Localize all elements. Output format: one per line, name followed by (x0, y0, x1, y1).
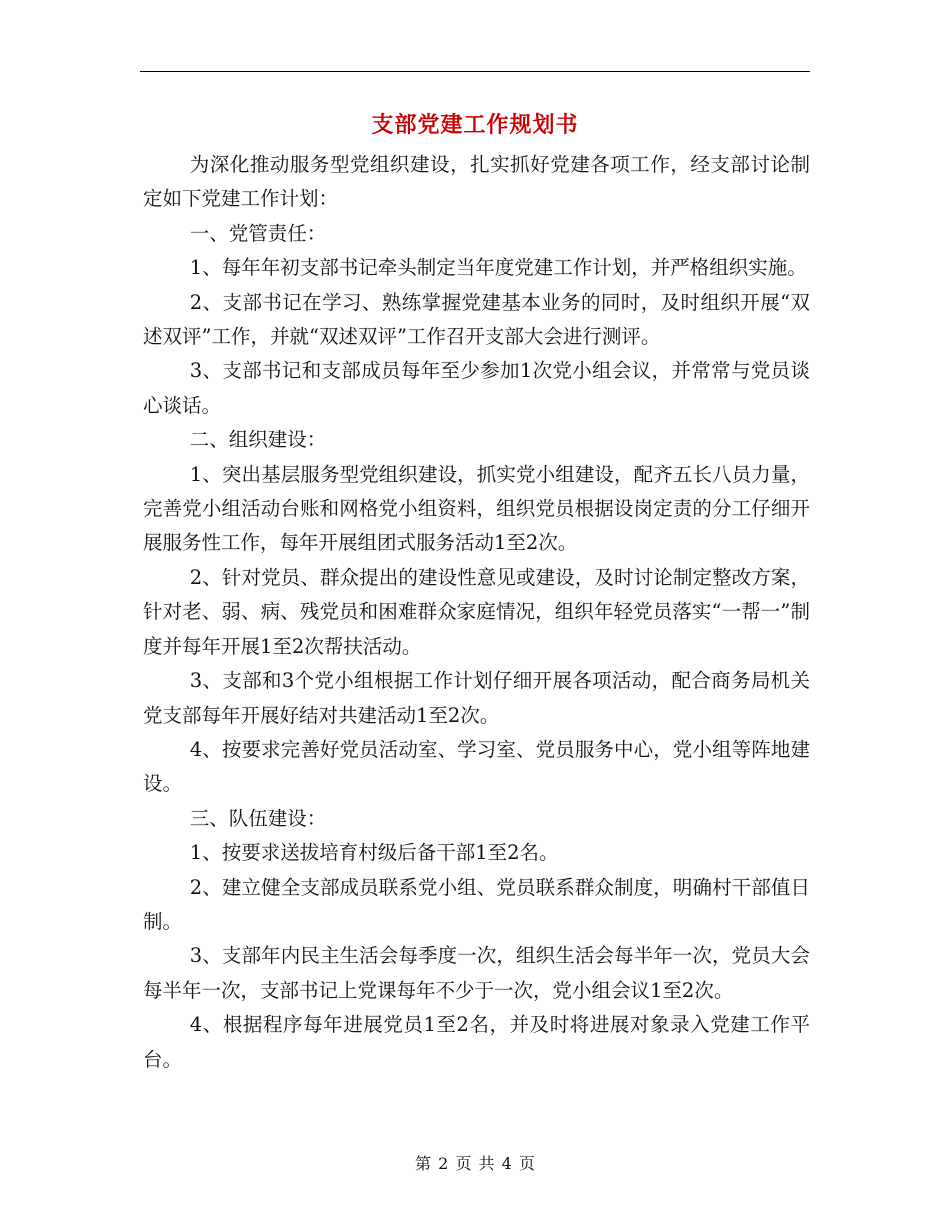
paragraph: 1、每年年初支部书记牵头制定当年度党建工作计划，并严格组织实施。 (189, 256, 807, 280)
paragraph-intro: 为深化推动服务型党组织建设，扎实抓好党建各项工作，经支部讨论制定如下党建工作计划： (143, 153, 810, 211)
paragraph: 4、根据程序每年进展党员1至2名，并及时将进展对象录入党建工作平台。 (143, 1013, 810, 1071)
current-page-number: 2 (438, 1154, 449, 1173)
paragraph: 1、按要求送拔培育村级后备干部1至2名。 (189, 841, 559, 865)
total-page-number: 4 (501, 1154, 512, 1173)
section-heading-team: 三、队伍建设： (189, 806, 327, 830)
paragraph: 4、按要求完善好党员活动室、学习室、党员服务中心，党小组等阵地建设。 (143, 737, 810, 796)
footer-prefix: 第 (415, 1154, 432, 1173)
document-title: 支部党建工作规划书 (371, 112, 579, 138)
document-body (143, 148, 810, 1077)
paragraph: 3、支部书记和支部成员每年至少参加1次党小组会议，并常常与党员谈心谈话。 (143, 359, 810, 417)
paragraph: 2、针对党员、群众提出的建设性意见或建设，及时讨论制定整改方案，针对老、弱、病、残党员和困难群众家庭情况，组织年轻党员落实“一帮一”制度并每年开展1至2次帮扶活动。 (143, 565, 810, 658)
page-footer (0, 1152, 950, 1176)
paragraph: 3、支部年内民主生活会每季度一次，组织生活会每半年一次，党员大会每半年一次，支部书记上党课每年不少于一次，党小组会议1至2次。 (143, 944, 810, 1002)
paragraph: 2、建立健全支部成员联系党小组、党员联系群众制度，明确村干部值日制。 (143, 875, 810, 933)
section-heading-party-responsibility: 一、党管责任： (189, 221, 327, 245)
footer-suffix: 页 (518, 1154, 535, 1173)
paragraph: 3、支部和3个党小组根据工作计划仔细开展各项活动，配合商务局机关党支部每年开展好结对共建活动1至2次。 (143, 669, 810, 727)
footer-page-word: 页 (455, 1154, 472, 1173)
paragraph: 1、突出基层服务型党组织建设，抓实党小组建设，配齐五长八员力量，完善党小组活动台账和网格党小组资料，组织党员根据设岗定责的分工仔细开展服务性工作，每年开展组团式服务活动1至2次。 (143, 462, 810, 555)
section-heading-organization: 二、组织建设： (189, 428, 327, 452)
footer-total-word: 共 (478, 1154, 495, 1173)
paragraph: 2、支部书记在学习、熟练掌握党建基本业务的同时，及时组织开展“双述双评”工作，并就“双述双评”工作召开支部大会进行测评。 (143, 290, 810, 349)
header-rule (140, 71, 810, 72)
